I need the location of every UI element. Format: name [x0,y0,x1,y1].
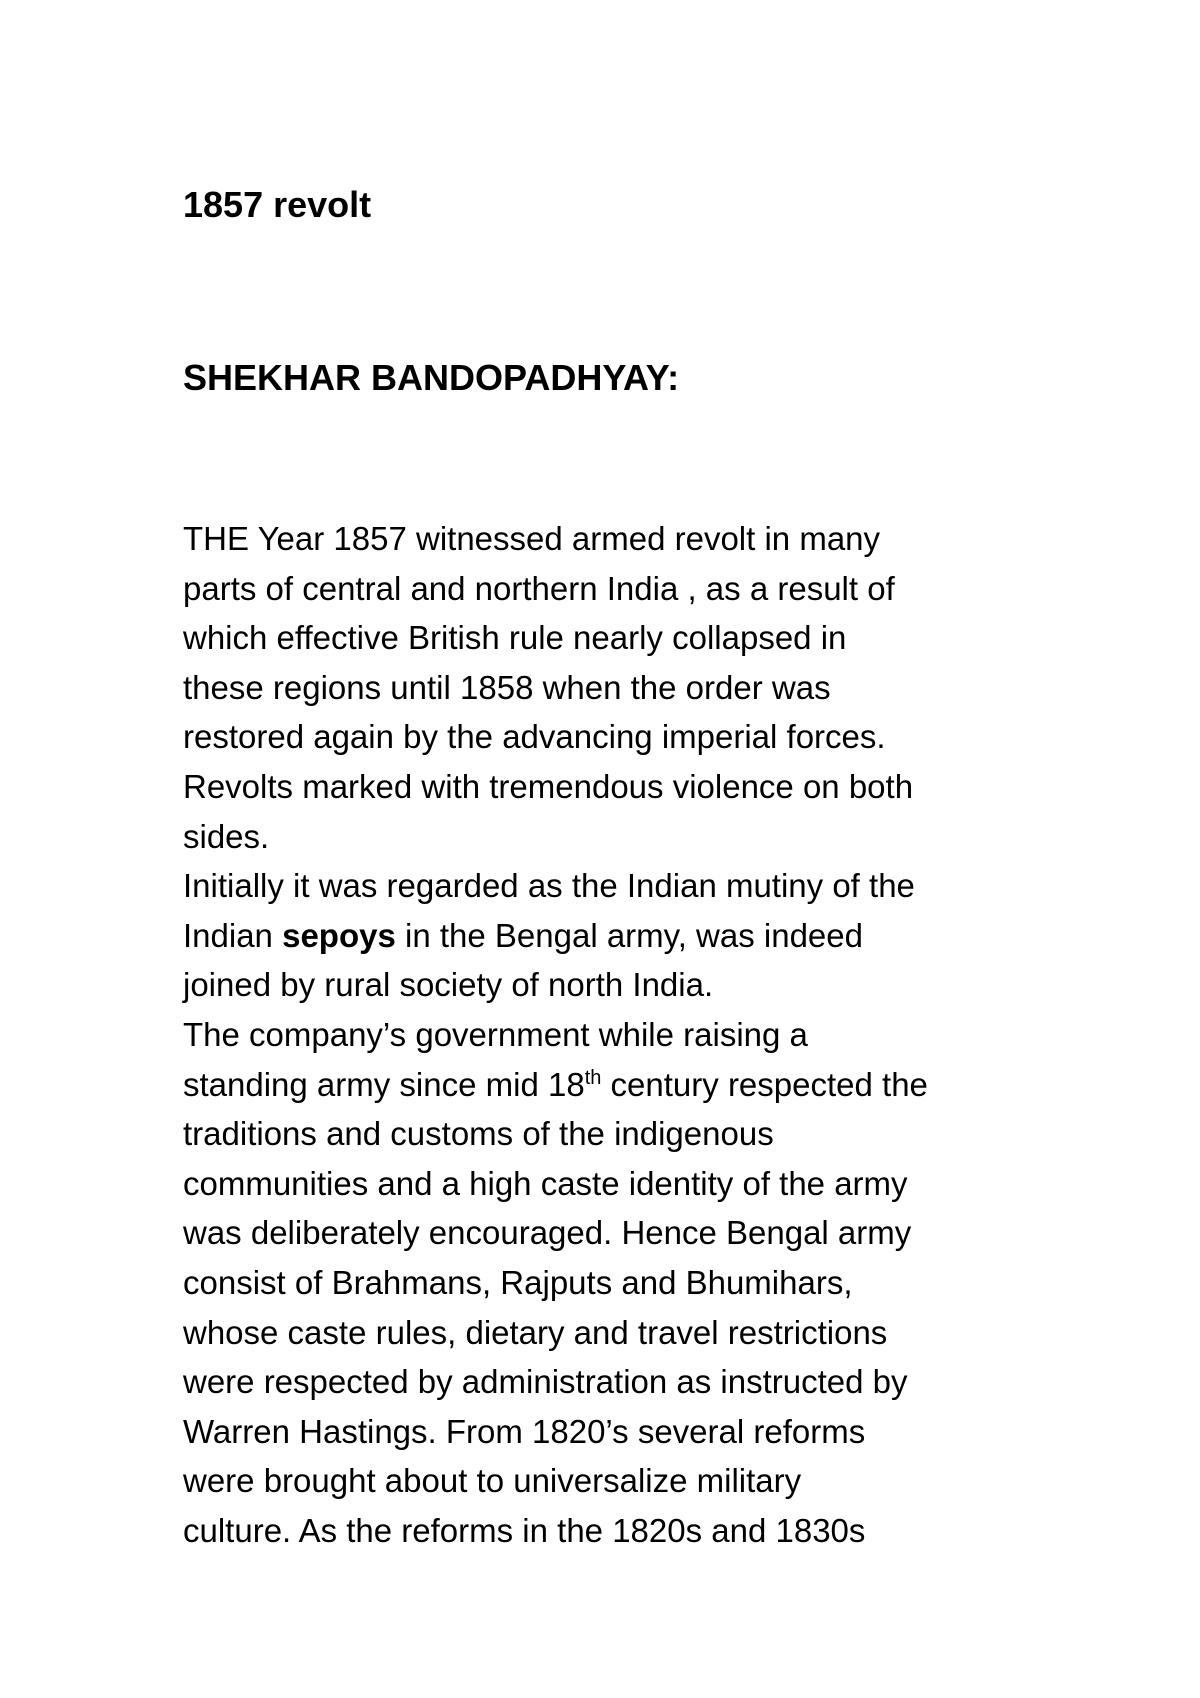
text-line: these regions until 1858 when the order was [183,668,831,706]
text-line-with-superscript [183,1060,1083,1110]
text-line: THE Year 1857 witnessed armed revolt in many [183,520,881,557]
text-line: traditions and customs of the indigenous [183,1115,774,1153]
text-line: were brought about to universalize military [183,1462,802,1500]
text-line: whose caste rules, dietary and travel restrictions [183,1313,888,1351]
text-line: culture. As the reforms in the 1820s and 1830s [183,1511,866,1549]
body-text [183,514,1083,1555]
text-line: consist of Brahmans, Rajputs and Bhumihars, [183,1263,853,1301]
text-line: The company’s government while raising a [183,1015,808,1053]
text-line: restored again by the advancing imperial forces. [183,718,886,756]
ordinal-superscript: th [584,1066,602,1089]
text-line: was deliberately encouraged. Hence Bengal army [183,1214,912,1252]
text-line: communities and a high caste identity of the army [183,1164,908,1202]
text-line: which effective British rule nearly collapsed in [183,619,847,657]
text-line-with-bold [183,911,1083,961]
text-line: Warren Hastings. From 1820’s several reforms [183,1412,866,1450]
document-title: 1857 revolt [183,184,372,225]
text-segment: in the Bengal army, was indeed [395,916,863,954]
text-segment: Indian [183,916,283,954]
author-heading: SHEKHAR BANDOPADHYAY: [183,357,680,398]
text-line: Initially it was regarded as the Indian mutiny of the [183,867,915,905]
text-segment: century respected the [601,1065,928,1103]
text-line: parts of central and northern India , as a result of [183,569,895,607]
text-line: joined by rural society of north India. [183,966,714,1004]
text-line: Revolts marked with tremendous violence on both [183,767,914,805]
text-line: were respected by administration as instructed by [183,1363,908,1401]
text-segment: standing army since mid 18 [183,1065,585,1103]
text-line: sides. [183,817,270,855]
bold-term-sepoys: sepoys [282,916,396,954]
